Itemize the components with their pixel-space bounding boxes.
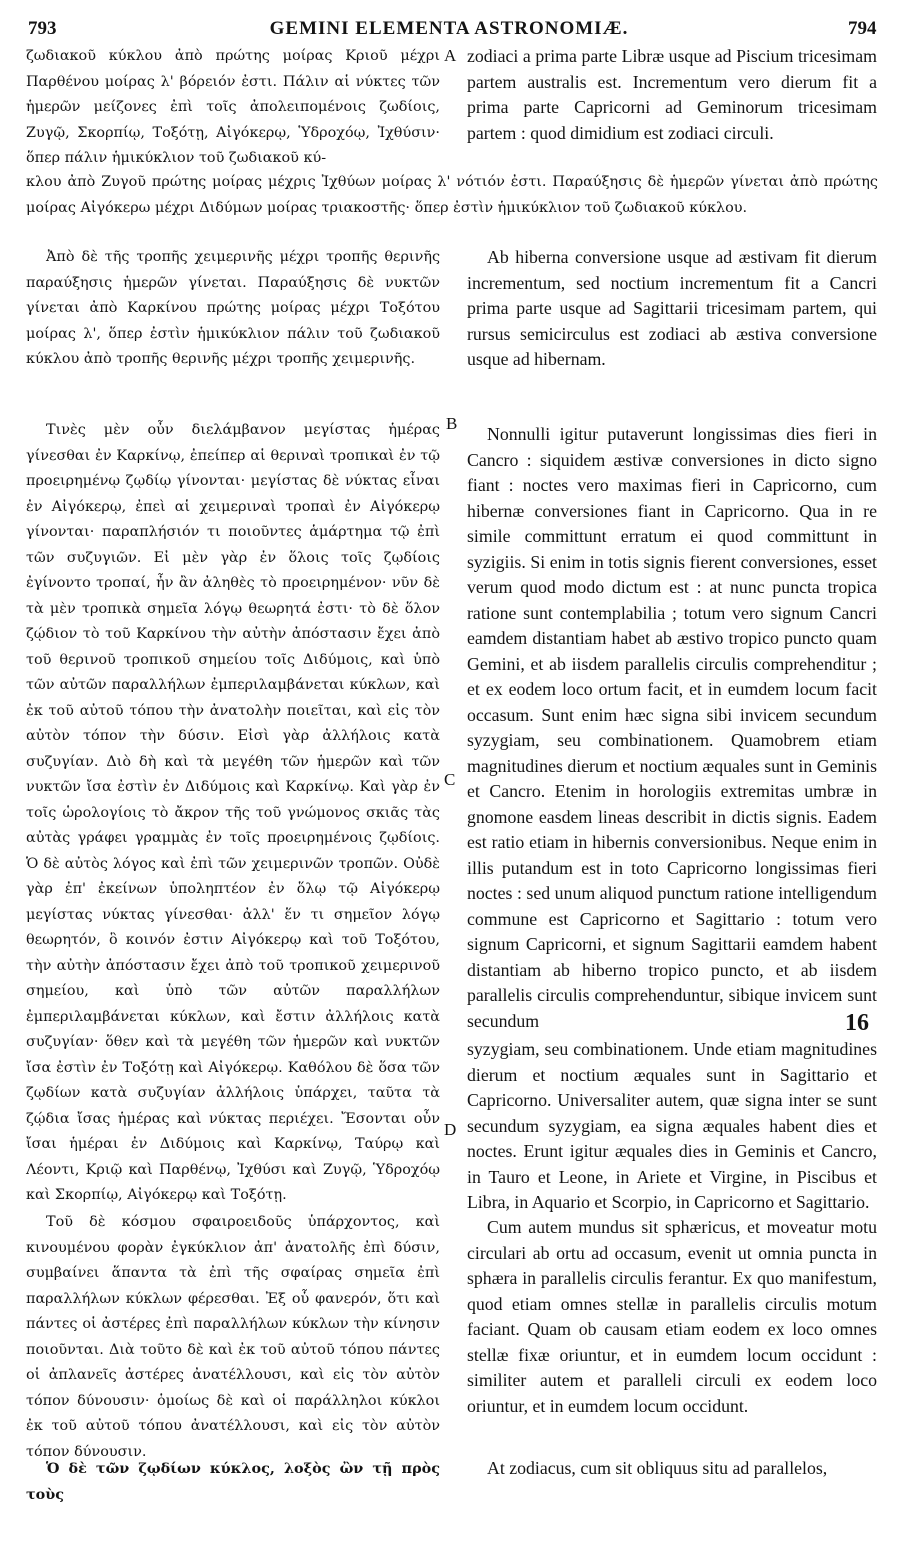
margin-mark-b: B <box>446 414 458 433</box>
greek-paragraph-1: ζωδιακοῦ κύκλου ἀπὸ πρώτης μοίρας Κριοῦ μέχρι Παρθένου μοίρας λ' βόρειόν ἐστι. Πάλιν αἱ νύκτες τῶν ἡμερῶν μείζονες ἐπὶ τοῖς ἀπολειπομένοις ζωδίοις, Ζυγῷ, Σκορπίῳ, Τοξότῃ, Αἰγόκερῳ, Ὑδροχόῳ, Ἰχθύσιν· ὅπερ πάλιν ἡμικύκλιον τοῦ ζωδιακοῦ κύ- <box>26 48 440 166</box>
margin-mark-d: D <box>444 1120 457 1139</box>
page-number-right: 794 <box>848 18 877 39</box>
latin-paragraph-4: Cum autem mundus sit sphæricus, et moveatur motu circulari ab ortu ad occasum, evenit ut omnia puncta in sphæra in parallelis circulis ferantur. Ex quo manifestum, quod etiam omnes stellæ in parallelis circulis motum faciant. Quam ob causam etiam eodem ex loco omnes stellæ fixæ oriuntur, et in eumdem locum occidunt : similiter autem et paralleli circuli ex eodem loco oriuntur, et in eumdem locum occidunt. <box>467 1217 877 1416</box>
running-title: GEMINI ELEMENTA ASTRONOMIÆ. <box>269 18 629 39</box>
margin-mark-a: A <box>444 46 457 65</box>
page-number-left: 793 <box>28 18 57 39</box>
latin-paragraph-1: zodiaci a prima parte Libræ usque ad Piscium tricesimam partem australis est. Incrementum vero dierum fit a prima parte Capricorni ad Geminorum tricesimam partem : quod dimidium est zodiaci circuli. <box>467 46 877 143</box>
greek-paragraph-5: Ὁ δὲ τῶν ζῳδίων κύκλος, λοξὸς ὢν τῇ πρὸς τοὺς <box>26 1460 440 1503</box>
greek-paragraph-1-continued: κλου ἀπὸ Ζυγοῦ πρώτης μοίρας μέχρις Ἰχθύων μοίρας λ' νότιόν ἐστι. Παραύξησις δὲ ἡμερῶν γίνεται ἀπὸ πρώτης μοίρας Αἰγόκερω μέχρι Διδύμων μοίρας τριακοστῆς· ὅπερ ἐστὶν ἡμικύκλιον τοῦ ζωδιακοῦ κύκλου. <box>26 174 878 216</box>
greek-paragraph-2: Ἀπὸ δὲ τῆς τροπῆς χειμερινῆς μέχρι τροπῆς θερινῆς παραύξησις ἡμερῶν γίνεται. Παραύξησις δὲ νυκτῶν γίνεται ἀπὸ Καρκίνου πρώτης μοίρας μέχρι Τοξότου μοίρας λ', ὅπερ ἐστὶν ἡμικύκλιον πάλιν τοῦ ζωδιακοῦ κύκλου ἀπὸ τροπῆς θερινῆς μέχρι τροπῆς χειμερινῆς. <box>26 249 440 367</box>
greek-paragraph-4: Τοῦ δὲ κόσμου σφαιροειδοῦς ὑπάρχοντος, καὶ κινουμένου φορὰν ἐγκύκλιον ἀπ' ἀνατολῆς ἐπὶ δύσιν, συμβαίνει ἅπαντα τὰ ἐπὶ τῆς σφαίρας σημεῖα ἐπὶ παραλλήλων κύκλων φέρεσθαι. Ἐξ οὗ φανερόν, ὅτι καὶ πάντες οἱ ἀστέρες ἐπὶ παραλλήλων κύκλων τὴν κίνησιν ποιοῦνται. Διὰ τοῦτο δὲ καὶ ἐκ τοῦ αὐτοῦ τόπου πάντες οἱ ἀπλανεῖς ἀστέρες ἀνατέλλουσι, καὶ εἰς τὸν αὐτὸν τόπον δύνουσιν· ὁμοίως δὲ καὶ οἱ παράλληλοι κύκλοι ἐκ τοῦ αὐτοῦ τόπου ἀνατέλλουσι, καὶ εἰς τὸν αὐτὸν τόπον δύνουσιν. <box>26 1214 440 1460</box>
latin-paragraph-3a: Nonnulli igitur putaverunt longissimas dies fieri in Cancro : siquidem æstivæ conversiones in dicto signo fiant : noctes vero maximas fieri in Capricorno, cum hibernæ conversiones fiant in Capricorno. Qua in re simile committunt erratum ei quod committunt in syzigiis. Si enim in totis signis fierent conversiones, esset verum quod modo dictum est : at nunc puncta tropica ratione sunt contemplabilia ; totum vero signum Cancri eamdem distantiam habet ab æstivo tropico puncto quam Gemini, et ab iisdem parallelis circulis comprehenditur ; et ex eodem loco ortum facit, et in eumdem locum facit occasum. Sunt enim hæc signa sibi invicem secundum syzygiam, seu combinationem. Quamobrem etiam magnitudines dierum et noctium æquales sunt in Geminis et Cancro. Etenim in horologiis extremitas umbræ in gnomone easdem lineas describit in dictis signis. Eadem est ratio etiam in hibernis conversionibus. Neque enim in illis putandum est in toto Capricorno longissimas fieri noctes : sed unum aliquod punctum ratione intelligendum commune est Capricorno et Sagittario : totum vero signum Capricorni, et signum Sagittarii eamdem habent distantiam ab hiberno tropico puncto, et ab iisdem parallelis circulis comprehenduntur, sibique invicem sunt secundum <box>467 424 877 1031</box>
greek-paragraph-3: Τινὲς μὲν οὖν διελάμβανον μεγίστας ἡμέρας γίνεσθαι ἐν Καρκίνῳ, ἐπείπερ αἱ θεριναὶ τροπικαὶ ἐν τῷ προειρημένῳ ζῳδίῳ γίνονται· μεγίστας δὲ νύκτας εἶναι ἐν Αἰγόκερῳ, ἐπεὶ αἱ χειμεριναὶ τροπαὶ ἐν Αἰγόκερῳ γίνονται· παραπλήσιόν τι ποιοῦντες ἁμάρτημα τῷ ἐπὶ τῶν συζυγιῶν. Εἰ μὲν γὰρ ἐν ὅλοις τοῖς ζῳδίοις ἐγίνοντο τροπαί, ἦν ἂν ἀληθὲς τὸ προειρημένον· νῦν δὲ τὰ μὲν τροπικὰ σημεῖα λόγῳ θεωρητά ἐστι· τὸ δὲ ὅλον ζῴδιον τὸ τοῦ Καρκίνου τὴν αὐτὴν ἀπόστασιν ἔχει ἀπὸ τοῦ θερινοῦ τροπικοῦ σημείου τοῖς Διδύμοις, καὶ ὑπὸ τῶν αὐτῶν παραλλήλων ἐμπεριλαμβάνεται κύκλων, καὶ ἐκ τοῦ αὐτοῦ τόπου τὴν ἀνατολὴν ποιεῖται, καὶ εἰς τὸν αὐτὸν τόπον τὴν δύσιν. Εἰσὶ γὰρ ἀλλήλοις κατὰ συζυγίαν. Διὸ δὴ καὶ τὰ μεγέθη τῶν ἡμερῶν καὶ τῶν νυκτῶν ἴσα ἐστὶν ἐν Διδύμοις καὶ Καρκίνῳ. Καὶ γὰρ ἐν τοῖς ὡρολογίοις τὸ ἄκρον τῆς τοῦ γνώμονος σκιᾶς τὰς αὐτὰς γράφει γραμμὰς ἐν τοῖς προειρημένοις ζῳδίοις. Ὁ δὲ αὐτὸς λόγος καὶ ἐπὶ τῶν χειμερινῶν τροπῶν. Οὐδὲ γὰρ ἐπ' ἐκείνων ὑποληπτέον ἐν ὅλῳ τῷ Αἰγόκερῳ μεγίστας νύκτας γίνεσθαι· ἀλλ' ἕν τι σημεῖον λόγῳ θεωρητόν, ὃ κοινόν ἐστιν Αἰγόκερῳ καὶ τοῦ Τοξότου, τὴν αὐτὴν ἀπόστασιν ἔχει ἀπὸ τοῦ τροπικοῦ χειμερινοῦ σημείου, καὶ ὑπὸ τῶν αὐτῶν παραλλήλων ἐμπεριλαμβάνεται κύκλων, καὶ ἔστιν ἀλλήλοις κατὰ συζυγίαν· ὅθεν καὶ τὰ μεγέθη τῶν ἡμερῶν καὶ νυκτῶν ἴσα ἐστὶν ἐν Τοξότῃ καὶ Αἰγόκερῳ. Καθόλου δὲ ὅσα τῶν ζῳδίων κατὰ συζυγίαν ἀλλήλοις ὑπάρχει, ταῦτα τὰ ζῴδια ἴσας ἡμέρας καὶ νύκτας περιέχει. Ἔσονται οὖν ἴσαι ἡμέραι ἐν Διδύμοις καὶ Καρκίνῳ, Ταύρῳ καὶ Λέοντι, Κριῷ καὶ Παρθένῳ, Ἰχθύσι καὶ Ζυγῷ, Ὑδροχόῳ καὶ Σκορπίῳ, Αἰγόκερῳ καὶ Τοξότῃ. <box>26 422 440 1203</box>
margin-number: 16 <box>845 1010 869 1036</box>
latin-paragraph-5: At zodiacus, cum sit obliquus situ ad parallelos, <box>487 1458 828 1478</box>
latin-paragraph-3b: syzygiam, seu combinationem. Unde etiam magnitudines dierum et noctium æquales sunt in Sagittario et Capricorno. Universaliter autem, quæ signa inter se sunt secundum syzygiam, ea signa æquales habent dies et noctes. Erunt igitur æquales dies in Geminis et Cancro, in Tauro et Leone, in Ariete et Virgine, in Piscibus et Libra, in Aquario et Scorpio, in Capricorno et Sagittario. <box>467 1039 877 1212</box>
latin-paragraph-2: Ab hiberna conversione usque ad æstivam fit dierum incrementum, sed noctium incrementum fit a Cancri prima parte usque ad Sagittarii tricesimam partem, qui rursus semicirculus est zodiaci ab æstiva conversione usque ad hibernam. <box>467 247 877 369</box>
margin-mark-c: C <box>444 770 456 789</box>
